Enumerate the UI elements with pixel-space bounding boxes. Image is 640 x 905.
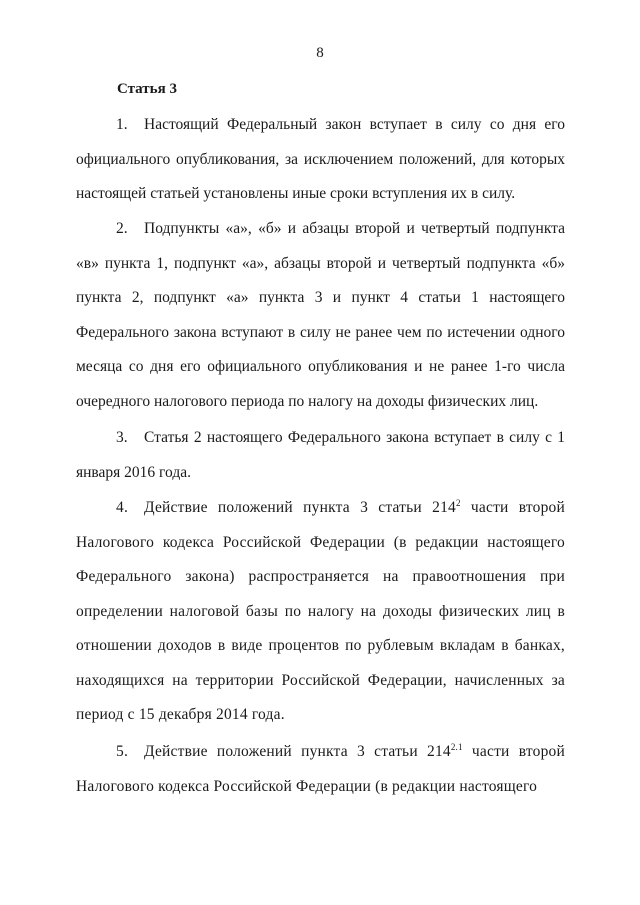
paragraph-3-number: 3. [116,429,128,446]
paragraph-1 [76,108,565,212]
paragraph-2-number: 2. [116,220,128,237]
paragraph-4-number: 4. [116,499,129,516]
paragraph-3 [76,421,565,490]
paragraph-2-text: Подпункты «а», «б» и абзацы второй и четвертый подпункта «в» пункта 1, подпункт «а», абзацы второй и четвертый подпункта «б» пункта 2, подпункт «а» пункта 3 и пункт 4 статьи 1 настоящего Федерального закона вступают в силу не ранее чем по истечении одного месяца со дня его официального опубликования и не ранее 1-го числа очередного налогового периода по налогу на доходы физических лиц. [76,220,565,410]
paragraph-2 [76,212,565,419]
paragraph-5-text-start: Действие положений пункта 3 статьи 214 [144,743,451,760]
paragraph-4-text-end: части второй Налогового кодекса Российской Федерации (в редакции настоящего Федерального закона) распространяется на правоотношения при определении налоговой базы по налогу на доходы физических лиц в отношении доходов в виде процентов по рублевым вкладам в банках, находящихся на территории Российской Федерации, начисленных за период с 15 декабря 2014 года. [76,499,566,723]
paragraph-1-text: Настоящий Федеральный закон вступает в силу со дня его официального опубликования, за исключением положений, для которых настоящей статьей установлены иные сроки вступления их в силу. [76,116,565,202]
article-heading: Статья 3 [117,81,177,97]
paragraph-5 [76,735,565,804]
paragraph-5-text-end: части второй Налогового кодекса Российской Федерации (в редакции настоящего [76,743,565,795]
paragraph-4 [76,491,565,733]
paragraph-5-number: 5. [116,743,129,760]
paragraph-1-number: 1. [116,116,128,133]
paragraph-5-superscript: 2.1 [450,742,463,752]
paragraph-3-text: Статья 2 настоящего Федерального закона вступает в силу с 1 января 2016 года. [76,429,565,481]
paragraph-4-text-start: Действие положений пункта 3 статьи 214 [144,499,456,516]
paragraph-4-superscript: 2 [455,498,461,508]
page-number: 8 [316,45,324,61]
